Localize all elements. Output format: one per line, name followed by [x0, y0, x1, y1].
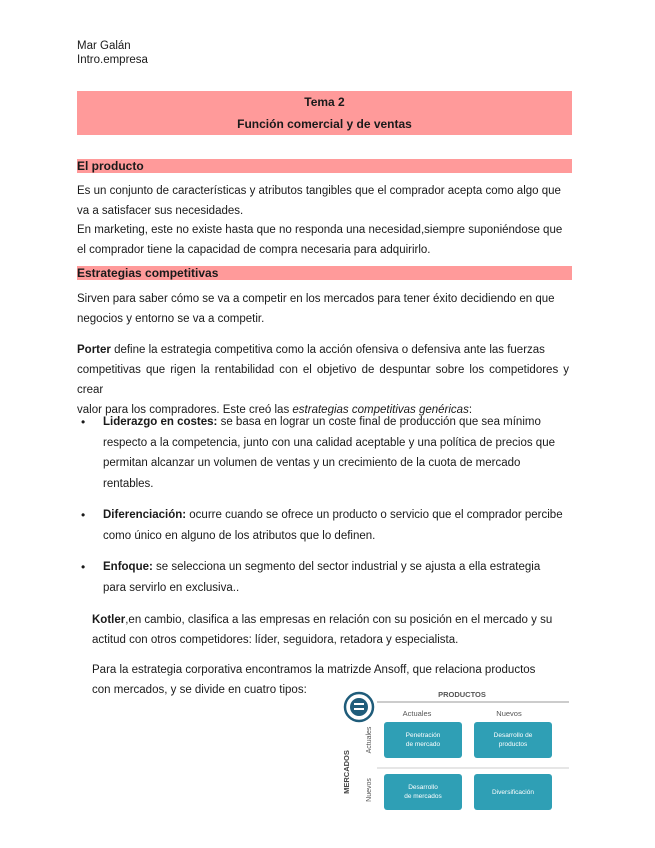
text-line: negocios y entorno se va a competir.	[77, 313, 265, 325]
bullet-icon: •	[81, 415, 86, 429]
generic-strategies-term: estrategias competitivas genéricas	[292, 404, 469, 416]
paragraph-estrategias-intro	[77, 289, 569, 329]
text-line	[103, 505, 567, 526]
text-span: :	[468, 404, 473, 416]
logo-icon	[345, 693, 373, 721]
title-banner	[77, 91, 572, 135]
topic-title: Función comercial y de ventas	[237, 117, 412, 131]
bullet-icon: •	[81, 560, 86, 574]
cell-desarrollo-productos-line2: productos	[498, 741, 528, 748]
author-name: Mar Galán	[77, 40, 131, 52]
bullet-term: Diferenciación:	[103, 509, 187, 521]
text-line: para servirlo en exclusiva..	[103, 581, 240, 594]
text-line: En marketing, este no existe hasta que no responda una necesidad,siempre suponiéndose que	[77, 224, 563, 236]
heading-estrategias: Estrategias competitivas	[77, 266, 572, 280]
paragraph-kotler	[92, 610, 567, 650]
col-actuales: Actuales	[402, 709, 432, 718]
text-line: Para la estrategia corporativa encontramos la matrizde Ansoff, que relaciona productos	[92, 664, 536, 676]
bullet-liderazgo	[81, 412, 567, 494]
mercados-label: MERCADOS	[342, 750, 351, 794]
text-line: el comprador tiene la capacidad de compra necesaria para adquirirlo.	[77, 243, 431, 256]
cell-desarrollo-productos	[474, 722, 552, 758]
text-line: Es un conjunto de características y atributos tangibles que el comprador acepta como algo que	[77, 185, 561, 197]
bullet-enfoque	[81, 557, 567, 598]
bullet-diferenciacion	[81, 505, 567, 546]
cell-diversificacion-label: Diversificación	[492, 789, 534, 796]
ansoff-matrix	[337, 688, 572, 828]
cell-desarrollo-mercados-line1: Desarrollo	[408, 784, 438, 791]
bullet-icon: •	[81, 508, 86, 522]
ansoff-matrix-graphic	[337, 688, 572, 828]
text-line	[77, 340, 569, 360]
paragraph-producto	[77, 182, 569, 260]
text-span: valor para los compradores. Este creó las	[77, 404, 293, 416]
cell-penetracion-line1: Penetración	[405, 732, 441, 739]
text-span: ,en cambio, clasifica a las empresas en relación con su posición en el mercado y su	[125, 614, 553, 626]
row-actuales: Actuales	[366, 726, 373, 754]
col-nuevos: Nuevos	[496, 709, 522, 718]
cell-desarrollo-mercados	[384, 774, 462, 810]
cell-desarrollo-productos-line1: Desarrollo de	[493, 732, 533, 739]
text-line	[92, 610, 567, 630]
text-line: rentables.	[103, 477, 154, 490]
page-header	[77, 39, 148, 67]
cell-penetracion-line2: de mercado	[405, 741, 441, 748]
paragraph-porter	[77, 340, 569, 420]
cell-desarrollo-mercados-line2: de mercados	[404, 793, 442, 800]
text-line: como único en alguno de los atributos que lo definen.	[103, 529, 376, 542]
text-line: va a satisfacer sus necesidades.	[77, 204, 244, 217]
course-name: Intro.empresa	[77, 54, 148, 66]
productos-label: PRODUCTOS	[438, 690, 486, 699]
kotler-name: Kotler	[92, 614, 126, 626]
heading-producto: El producto	[77, 159, 572, 173]
cell-penetracion	[384, 722, 462, 758]
bullet-term: Liderazgo en costes:	[103, 416, 218, 428]
text-span: se basa en lograr un coste final de producción que sea mínimo	[217, 416, 541, 428]
text-line	[103, 412, 567, 433]
porter-name: Porter	[77, 344, 111, 356]
text-span: define la estrategia competitiva como la acción ofensiva o defensiva ante las fuerzas	[110, 344, 545, 356]
topic-number: Tema 2	[304, 95, 345, 109]
text-line: respecto a la competencia, junto con una calidad aceptable y una política de precios que	[103, 436, 555, 449]
text-line: competitivas que rigen la rentabilidad con el objetivo de despuntar sobre los competidores y crear	[77, 364, 569, 396]
row-nuevos: Nuevos	[366, 778, 373, 802]
text-line: permitan alcanzar un volumen de ventas y un crecimiento de la cuota de mercado	[103, 457, 521, 469]
text-line: Sirven para saber cómo se va a competir en los mercados para tener éxito decidiendo en que	[77, 293, 555, 305]
bullet-term: Enfoque:	[103, 561, 153, 573]
text-line: actitud con otros competidores: líder, seguidora, retadora y especialista.	[92, 634, 459, 646]
text-line: con mercados, y se divide en cuatro tipos:	[92, 684, 307, 696]
text-span: se selecciona un segmento del sector industrial y se ajusta a ella estrategia	[152, 561, 541, 573]
text-span: ocurre cuando se ofrece un producto o servicio que el comprador percibe	[186, 509, 563, 521]
text-line	[103, 557, 567, 578]
